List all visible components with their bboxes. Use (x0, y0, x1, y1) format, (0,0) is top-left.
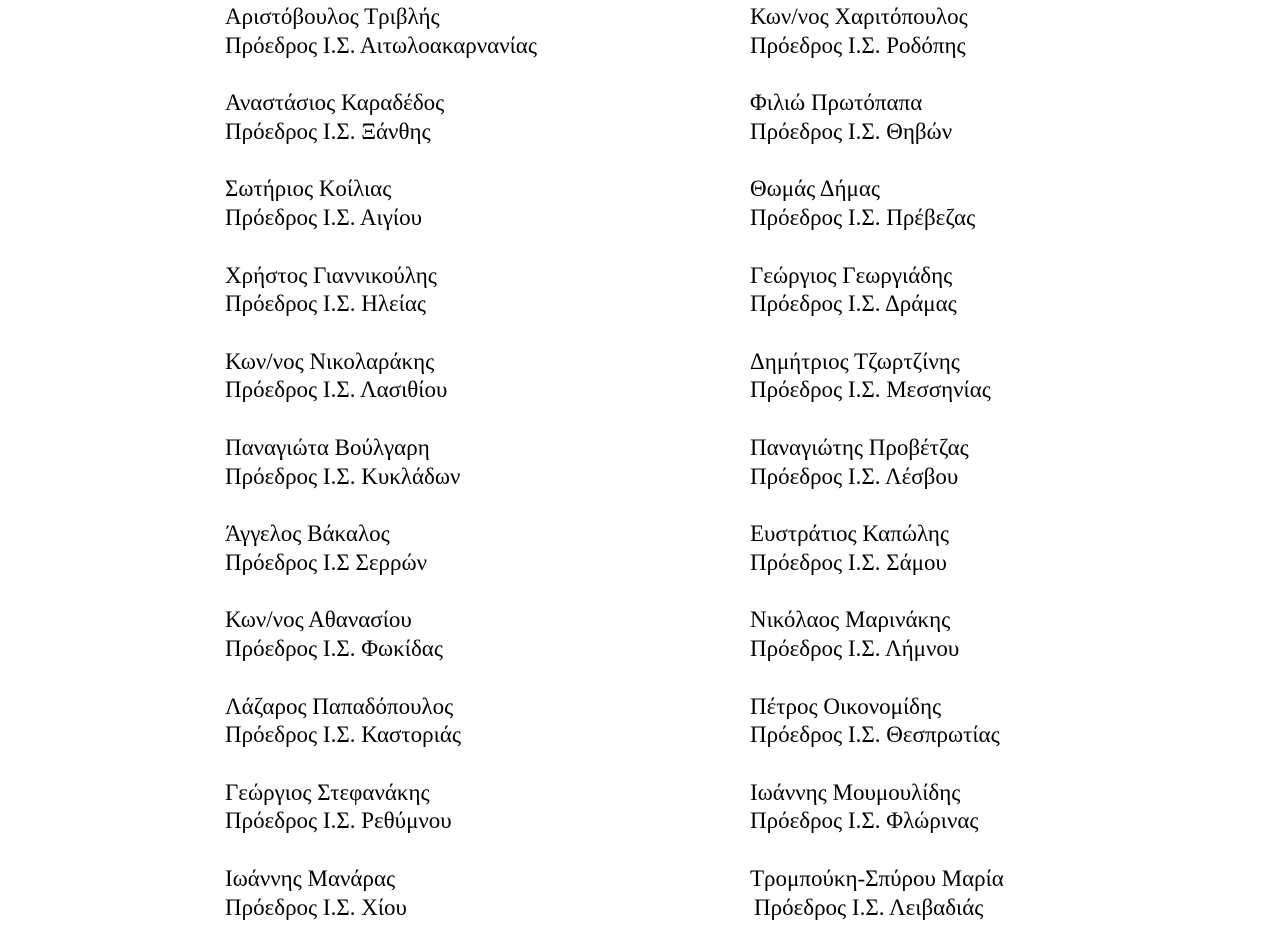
signatory-entry (750, 520, 1004, 606)
signatory-entry (225, 262, 537, 348)
signatory-entry (225, 89, 537, 175)
signatory-name: Παναγιώτης Προβέτζας (750, 434, 969, 460)
signatory-title: Πρόεδρος Ι.Σ. Ξάνθης (225, 118, 431, 144)
signatory-title: Πρόεδρος Ι.Σ. Λήμνου (750, 636, 960, 662)
signatory-title: Πρόεδρος Ι.Σ. Σάμου (750, 549, 947, 575)
signatory-entry (225, 434, 537, 520)
signatory-name: Αριστόβουλος Τριβλής (225, 4, 440, 29)
signatory-title: Πρόεδρος Ι.Σ. Ηλείας (225, 291, 426, 317)
signatory-entry (225, 348, 537, 434)
signatory-entry (225, 779, 537, 865)
signatory-entry (750, 693, 1004, 779)
signatory-name: Παναγιώτα Βούλγαρη (225, 434, 430, 460)
signatory-column-right (750, 3, 1004, 951)
signatory-entry (225, 606, 537, 692)
signatory-entry (225, 3, 537, 89)
signatory-title: Πρόεδρος Ι.Σ. Μεσσηνίας (750, 377, 991, 403)
signatory-title: Πρόεδρος Ι.Σ. Θηβών (750, 118, 953, 144)
signatory-title: Πρόεδρος Ι.Σ Σερρών (225, 549, 428, 575)
signatory-entry (225, 520, 537, 606)
signatory-title: Πρόεδρος Ι.Σ. Ρεθύμνου (225, 808, 452, 834)
signatory-entry (225, 865, 537, 951)
signatory-title: Πρόεδρος Ι.Σ. Λέσβου (750, 463, 959, 489)
signatory-entry (750, 89, 1004, 175)
signatory-title: Πρόεδρος Ι.Σ. Πρέβεζας (750, 205, 976, 231)
signatory-title: Πρόεδρος Ι.Σ. Χίου (225, 894, 407, 920)
signatory-name: Άγγελος Βάκαλος (225, 521, 390, 547)
signatory-title: Πρόεδρος Ι.Σ. Αιτωλοακαρνανίας (225, 32, 537, 58)
signatory-title: Πρόεδρος Ι.Σ. Λασιθίου (225, 377, 448, 403)
signatory-entry (750, 175, 1004, 261)
signatory-name: Τρομπούκη-Σπύρου Μαρία (750, 865, 1004, 891)
signatory-name: Πέτρος Οικονομίδης (750, 693, 942, 719)
signatory-title: Πρόεδρος Ι.Σ. Φλώρινας (750, 808, 979, 834)
signatory-name: Δημήτριος Τζωρτζίνης (750, 348, 960, 374)
signatory-name: Θωμάς Δήμας (750, 176, 881, 202)
signatory-entry (750, 348, 1004, 434)
signatory-name: Νικόλαος Μαρινάκης (750, 607, 951, 633)
signatory-name: Σωτήριος Κοίλιας (225, 176, 392, 202)
signatory-title: Πρόεδρος Ι.Σ. Φωκίδας (225, 636, 443, 662)
signatory-entry (750, 606, 1004, 692)
signatory-name: Αναστάσιος Καραδέδος (225, 90, 445, 116)
signatory-name: Ιωάννης Μανάρας (225, 865, 396, 891)
signatory-entry (750, 262, 1004, 348)
signatory-title: Πρόεδρος Ι.Σ. Λειβαδιάς (754, 894, 984, 920)
signatory-title: Πρόεδρος Ι.Σ. Ροδόπης (750, 32, 966, 58)
signatory-column-left (225, 3, 537, 951)
signatory-title: Πρόεδρος Ι.Σ. Κυκλάδων (225, 463, 461, 489)
signatory-entry (750, 779, 1004, 865)
signatory-name: Ευστράτιος Καπώλης (750, 521, 950, 547)
signatory-name: Ιωάννης Μουμουλίδης (750, 779, 961, 805)
signatory-name: Κων/νος Χαριτόπουλος (750, 4, 968, 29)
signatory-title: Πρόεδρος Ι.Σ. Δράμας (750, 291, 957, 317)
signatory-name: Λάζαρος Παπαδόπουλος (225, 693, 454, 719)
signatory-name: Γεώργιος Στεφανάκης (225, 779, 430, 805)
signatory-title: Πρόεδρος Ι.Σ. Αιγίου (225, 205, 422, 231)
signatory-name: Φιλιώ Πρωτόπαπα (750, 90, 923, 116)
signatory-title: Πρόεδρος Ι.Σ. Θεσπρωτίας (750, 722, 1000, 748)
signatory-entry (750, 865, 1004, 951)
signatory-name: Κων/νος Αθανασίου (225, 607, 412, 633)
signatory-entry (750, 3, 1004, 89)
signatory-name: Κων/νος Νικολαράκης (225, 348, 435, 374)
signatory-entry (225, 175, 537, 261)
signatory-entry (750, 434, 1004, 520)
signatory-title: Πρόεδρος Ι.Σ. Καστοριάς (225, 722, 461, 748)
signatory-entry (225, 693, 537, 779)
signatory-name: Γεώργιος Γεωργιάδης (750, 262, 953, 288)
signatory-name: Χρήστος Γιαννικούλης (225, 262, 437, 288)
